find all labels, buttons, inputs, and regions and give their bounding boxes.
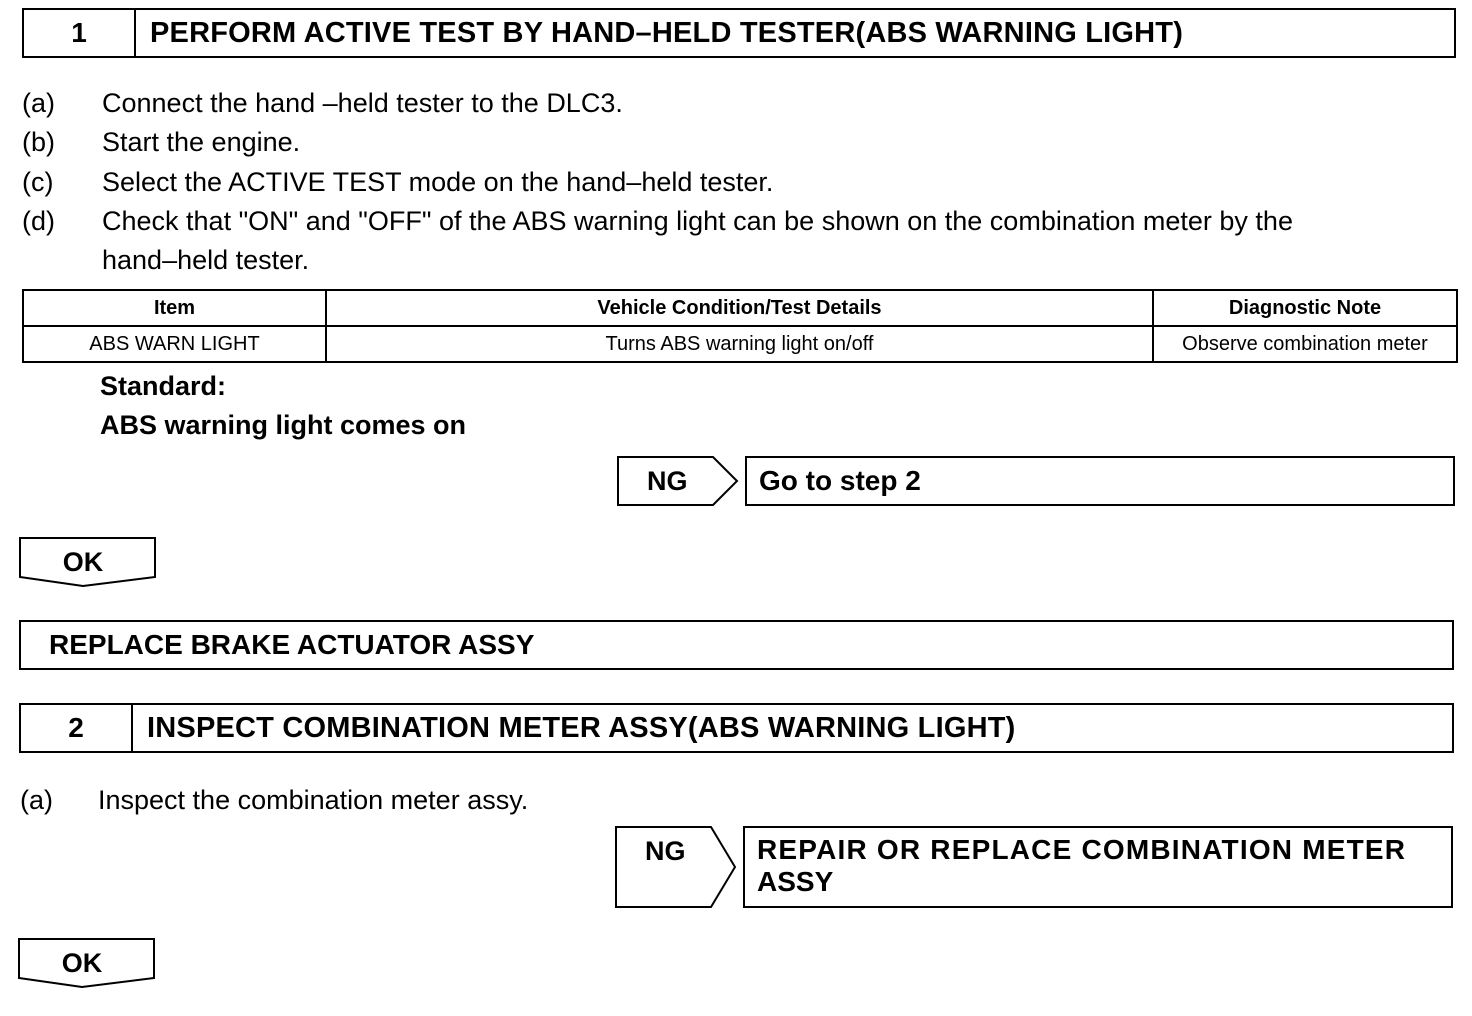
substep-c — [22, 163, 1462, 202]
substep-label: (b) — [22, 127, 55, 157]
table-header-cell: Diagnostic Note — [1153, 290, 1457, 326]
substep-text: Select the ACTIVE TEST mode on the hand–held tester. — [102, 167, 774, 197]
substep-b — [22, 123, 1462, 162]
ng-target-text: Go to step 2 — [759, 465, 921, 496]
ng-target-line: REPAIR OR REPLACE COMBINATION METER — [757, 834, 1407, 865]
substep-a — [20, 781, 1460, 820]
substep-text: Check that "ON" and "OFF" of the ABS warning light can be shown on the combination meter by the — [102, 206, 1293, 236]
ng-target — [743, 826, 1453, 908]
step-2-ok-badge — [18, 938, 156, 988]
ng-arrow — [617, 456, 741, 506]
table-cell: Observe combination meter — [1153, 326, 1457, 362]
standard-value: ABS warning light comes on — [100, 410, 467, 440]
ng-target — [745, 456, 1455, 506]
step-2-header — [19, 703, 1454, 753]
step-1-ok-badge — [19, 537, 157, 587]
table-cell: ABS WARN LIGHT — [23, 326, 326, 362]
substep-text: Start the engine. — [102, 127, 301, 157]
substep-a — [22, 84, 1462, 123]
step-1-ng-branch — [617, 456, 1455, 506]
ok-label: OK — [62, 547, 104, 577]
step-number: 1 — [24, 10, 136, 56]
substep-label: (d) — [22, 206, 55, 236]
table-header-cell: Item — [23, 290, 326, 326]
ng-label: NG — [645, 836, 686, 866]
substep-text-continued: hand–held tester. — [102, 245, 310, 275]
step-1-header — [22, 8, 1456, 58]
ng-arrow — [615, 826, 739, 908]
step-number: 2 — [21, 705, 133, 751]
table-row — [23, 326, 1457, 362]
replace-brake-actuator-box: REPLACE BRAKE ACTUATOR ASSY — [19, 620, 1454, 670]
step-2-ng-branch — [615, 826, 1453, 908]
substep-label: (c) — [22, 167, 54, 197]
substep-text: Inspect the combination meter assy. — [98, 785, 529, 815]
substep-label: (a) — [22, 88, 55, 118]
step-title: PERFORM ACTIVE TEST BY HAND–HELD TESTER(ABS WARNING LIGHT) — [150, 16, 1184, 49]
step-title: INSPECT COMBINATION METER ASSY(ABS WARNING LIGHT) — [147, 711, 1016, 744]
table-header-cell: Vehicle Condition/Test Details — [326, 290, 1153, 326]
ng-target-line: ASSY — [757, 866, 834, 897]
substep-text: Connect the hand –held tester to the DLC3. — [102, 88, 623, 118]
substep-label: (a) — [20, 785, 53, 815]
standard-label: Standard: — [100, 371, 227, 401]
active-test-table — [22, 289, 1458, 363]
substep-d — [22, 202, 1462, 280]
ok-label: OK — [61, 948, 103, 978]
ng-label: NG — [647, 466, 688, 496]
table-cell: Turns ABS warning light on/off — [326, 326, 1153, 362]
table-header-row — [23, 290, 1457, 326]
